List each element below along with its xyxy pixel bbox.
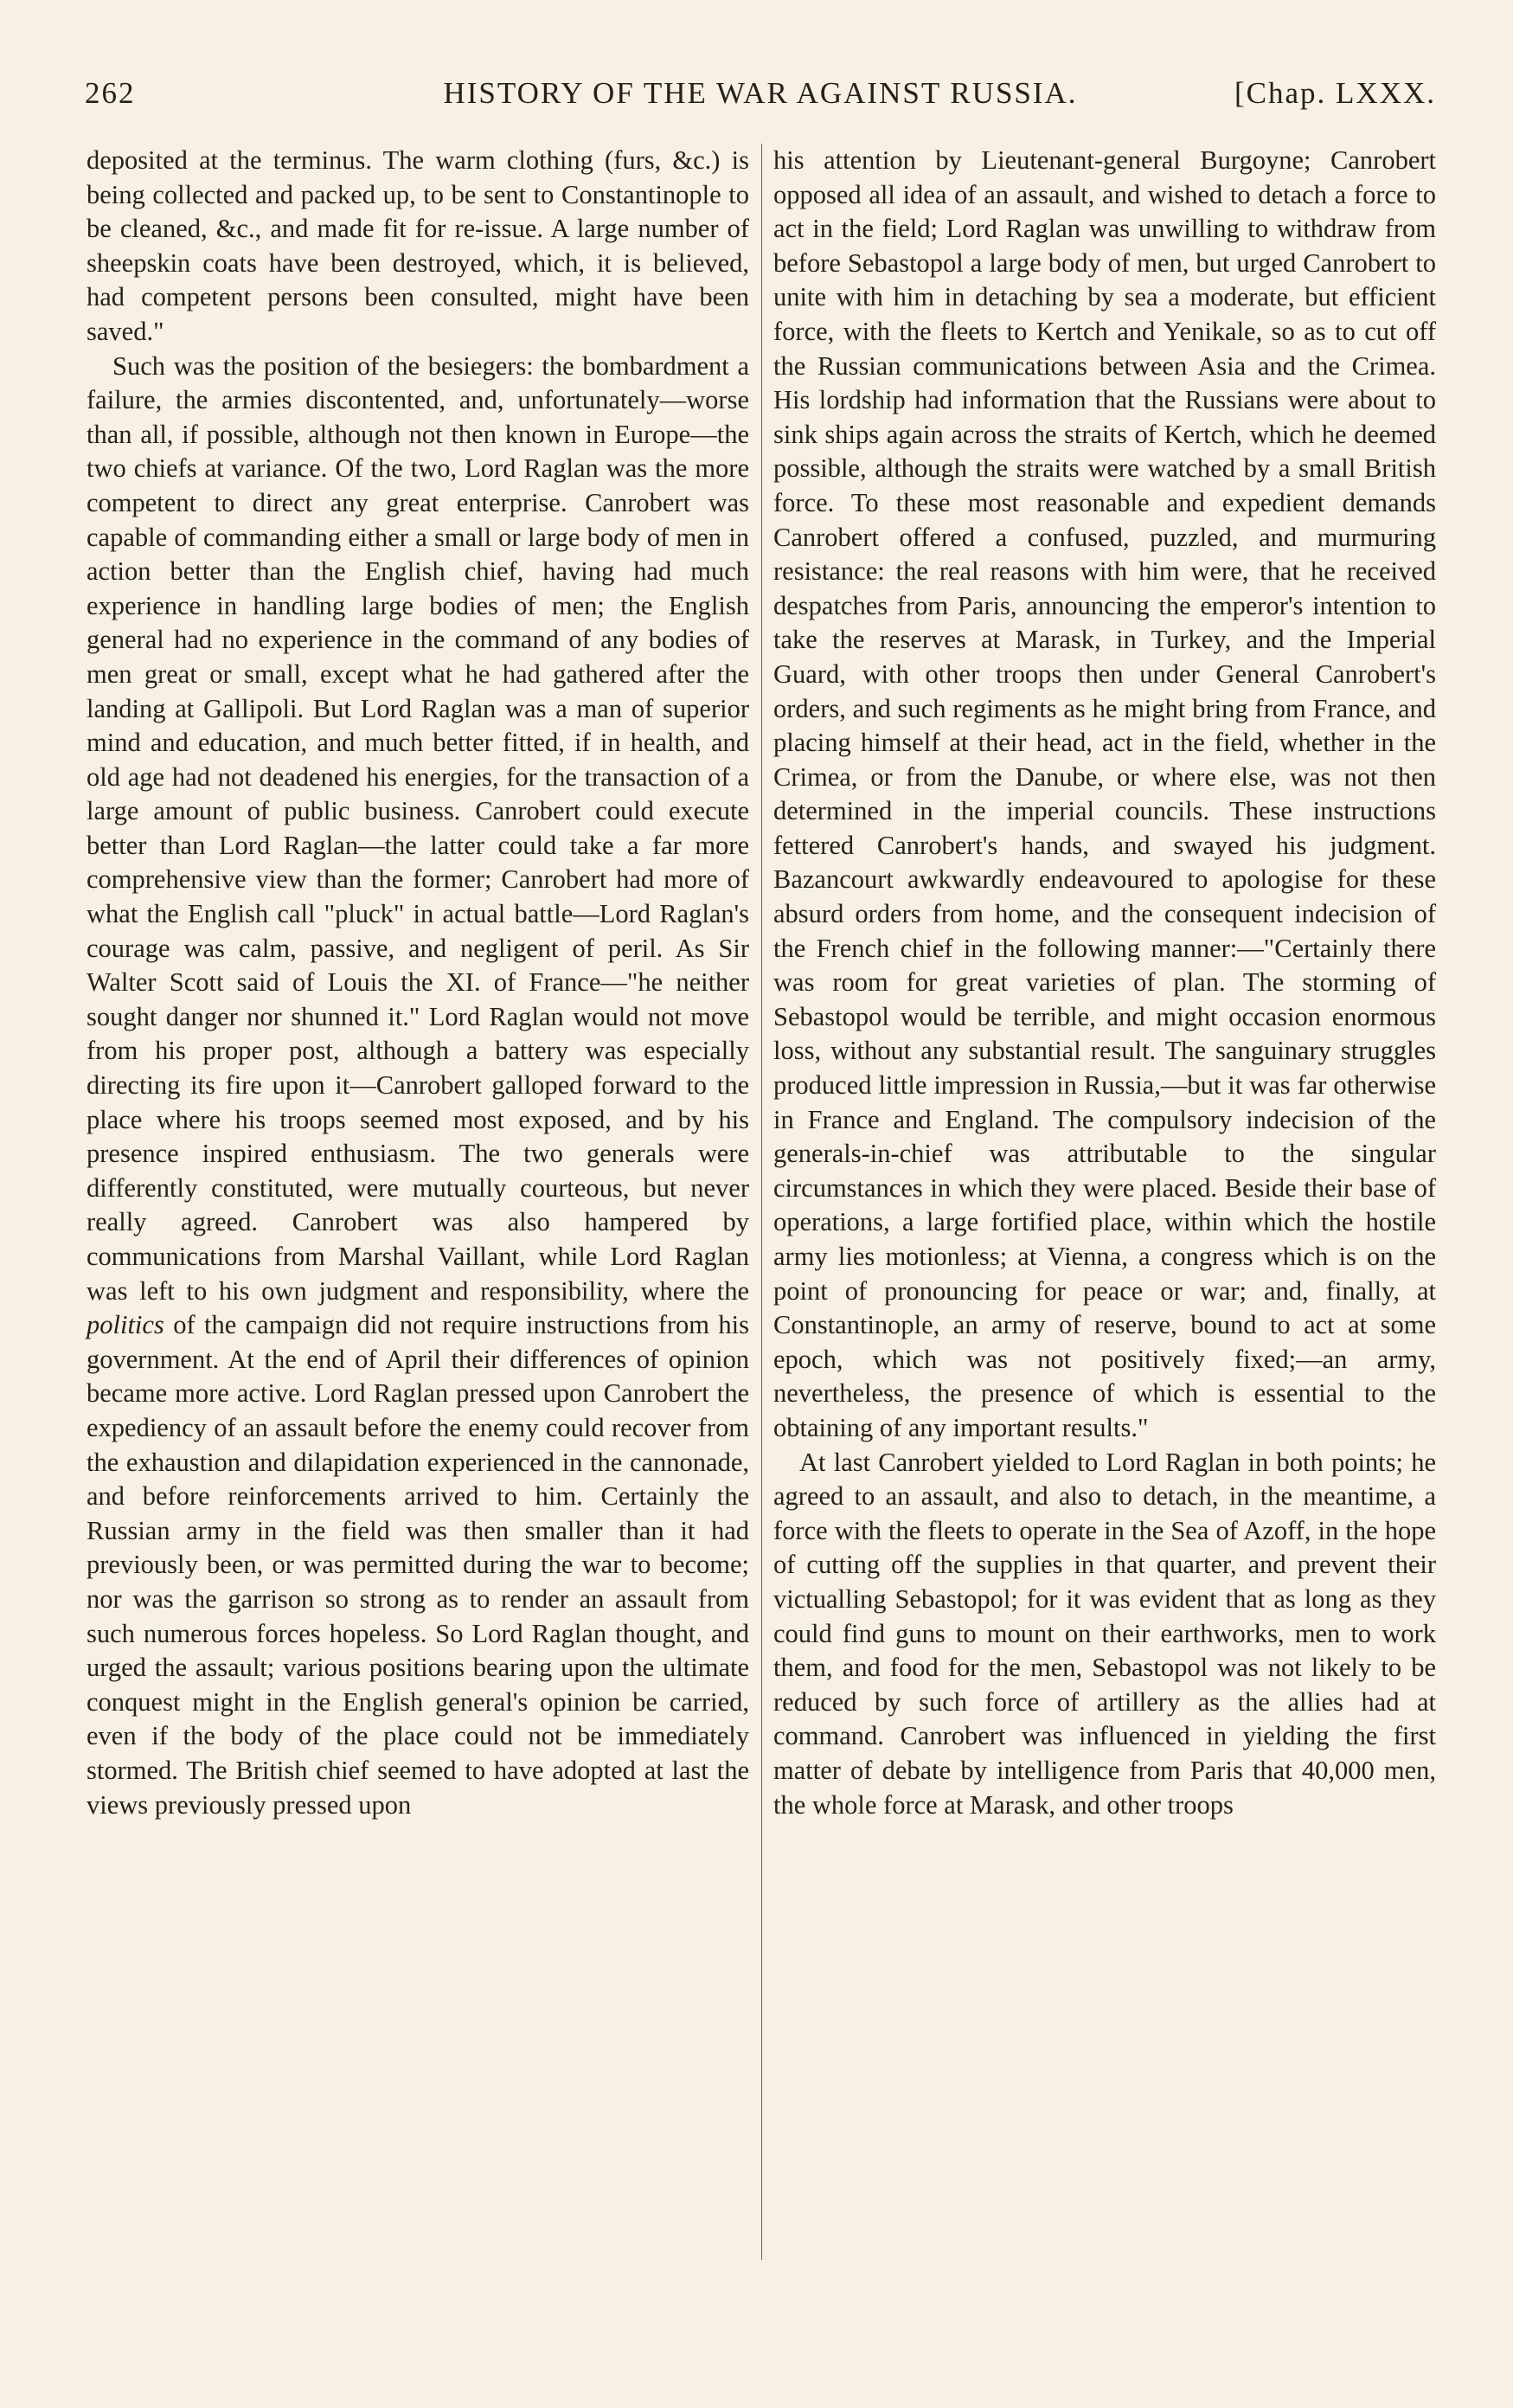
- italic-politics: politics: [87, 1310, 164, 1340]
- left-column: [87, 144, 749, 1822]
- left-paragraph-2-part-a: Such was the position of the besiegers: the bombardment a failure, the armies discontented, and, unfortunately—worse than all, if possible, although not then known in Europe—the two chiefs at variance. Of the two, Lord Raglan was the more competent to direct any great enterprise. Canrobert was capable of commanding either a small or large body of men in action better than the English chief, having had much experience in handling large bodies of men; the English general had no experience in the command of any bodies of men great or small, except what he had gathered after the landing at Gallipoli. But Lord Raglan was a man of superior mind and education, and much better fitted, if in health, and old age had not deadened his energies, for the transaction of a large amount of public business. Canrobert could execute better than Lord Raglan—the latter could take a far more comprehensive view than the former; Canrobert had more of what the English call "pluck" in actual battle—Lord Raglan's courage was calm, passive, and negligent of peril. As Sir Walter Scott said of Louis the XI. of France—"he neither sought danger nor shunned it." Lord Raglan would not move from his proper post, although a battery was especially directing its fire upon it—Canrobert galloped forward to the place where his troops seemed most exposed, and by his presence inspired enthusiasm. The two generals were differently constituted, were mutually courteous, but never really agreed. Canrobert was also hampered by communications from Marshal Vaillant, while Lord Raglan was left to his own judgment and responsibility, where the: [87, 350, 749, 1306]
- page-number: 262: [85, 76, 136, 110]
- right-paragraph-2: At last Canrobert yielded to Lord Raglan in both points; he agreed to an assault, and also to detach, in the meantime, a force with the fleets to operate in the Sea of Azoff, in the hope of cutting off the supplies in that quarter, and prevent their victualling Sebastopol; for it was evident that as long as they could find guns to mount on their earthworks, men to work them, and food for the men, Sebastopol was not likely to be reduced by such force of artillery as the allies had at command. Canrobert was influenced in yielding the first matter of debate by intelligence from Paris that 40,000 men, the whole force at Marask, and other troops: [773, 1447, 1436, 1820]
- page-header: [85, 76, 1436, 119]
- right-paragraph-1: his attention by Lieutenant-general Burgoyne; Canrobert opposed all idea of an assault, and wished to detach a force to act in the field; Lord Raglan was unwilling to withdraw from before Sebastopol a large body of men, but urged Canrobert to unite with him in detaching by sea a moderate, but efficient force, with the fleets to Kertch and Yenikale, so as to cut off the Russian communications between Asia and the Crimea. His lordship had information that the Russians were about to sink ships again across the straits of Kertch, which he deemed possible, although the straits were watched by a small British force. To these most reasonable and expedient demands Canrobert offered a confused, puzzled, and murmuring resistance: the real reasons with him were, that he received despatches from Paris, announcing the emperor's intention to take the reserves at Marask, in Turkey, and the Imperial Guard, with other troops then under General Canrobert's orders, and such regiments as he might bring from France, and placing himself at their head, act in the field, whether in the Crimea, or from the Danube, or where else, was not then determined in the imperial councils. These instructions fettered Canrobert's hands, and swayed his judgment. Bazancourt awkwardly endeavoured to apologise for these absurd orders from home, and the consequent indecision of the French chief in the following manner:—"Certainly there was room for great varieties of plan. The storming of Sebastopol would be terrible, and might occasion enormous loss, without any substantial result. The sanguinary struggles produced little impression in Russia,—but it was far otherwise in France and England. The compulsory indecision of the generals-in-chief was attributable to the singular circumstances in which they were placed. Beside their base of operations, a large fortified place, within which the hostile army lies motionless; at Vienna, a congress which is on the point of pronouncing for peace or war; and, finally, at Constantinople, an army of reserve, bound to act at some epoch, which was not positively fixed;—an army, nevertheless, the presence of which is essential to the obtaining of any important results.": [773, 145, 1436, 1442]
- column-divider: [761, 144, 762, 2260]
- right-column: [773, 144, 1436, 1822]
- left-paragraph-1: deposited at the terminus. The warm clothing (furs, &c.) is being collected and packed up, to be sent to Constantinople to be cleaned, &c., and made fit for re-issue. A large number of sheepskin coats have been destroyed, which, it is believed, had competent persons been consulted, might have been saved.": [87, 145, 749, 346]
- running-title: HISTORY OF THE WAR AGAINST RUSSIA.: [443, 76, 1078, 110]
- left-paragraph-2: [87, 350, 749, 1823]
- chapter-label: [Chap. LXXX.: [1234, 76, 1436, 110]
- left-paragraph-2-part-b: of the campaign did not require instructions from his government. At the end of April their differences of opinion became more active. Lord Raglan pressed upon Canrobert the expediency of an assault before the enemy could recover from the exhaustion and dilapidation experienced in the cannonade, and before reinforcements arrived to him. Certainly the Russian army in the field was then smaller than it had previously been, or was permitted during the war to become; nor was the garrison so strong as to render an assault from such numerous forces hopeless. So Lord Raglan thought, and urged the assault; various positions bearing upon the ultimate conquest might in the English general's opinion be carried, even if the body of the place could not be immediately stormed. The British chief seemed to have adopted at last the views previously pressed upon: [87, 1310, 750, 1820]
